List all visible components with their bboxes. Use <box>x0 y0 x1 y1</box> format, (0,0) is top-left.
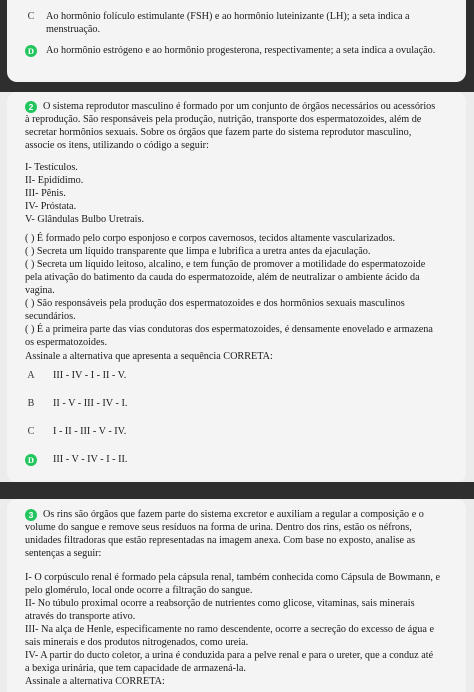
option-text: Ao hormônio estrógeno e ao hormônio progesterona, respectivamente; a seta indica a ovulação. <box>46 45 436 56</box>
option-text: menstruação. <box>46 24 101 35</box>
answer-text: I - II - III - V - IV. <box>53 426 127 437</box>
answer-d-correct[interactable] <box>25 453 127 466</box>
list-item: I- Testículos. <box>25 162 78 173</box>
organ-list <box>25 161 454 226</box>
question-2-intro: 2 O sistema reprodutor masculino é formado por um conjunto de órgãos necessários ou acessórios à reprodução. São responsáveis pela produção, nutrição, transporte dos espermatozoides, além de secretar hormônios sexuais. Sobre os órgãos que fazem parte do sistema reprodutor masculino, associe os itens, utilizando o código a seguir: <box>25 101 436 151</box>
question-2-card <box>7 92 466 482</box>
correct-answer-icon: D <box>25 454 37 466</box>
sentences-list: I- O corpúsculo renal é formado pela cápsula renal, também conhecida como Cápsula de Bowmann, e pelo glomérulo, local onde ocorre a filtração do sangue. II- No túbulo proximal ocorre a reabsorção de nutrientes como glicose, vitaminas, sais minerais através do transporte ativo. III- Na alça de Henle, especificamente no ramo descendente, ocorre a secreção do excesso de água e sais minerais e dos produtos nitrogenados, como ureia. IV- A partir do ducto coletor, a urina é conduzida para a pelve renal e para o ureter, que a conduz até a bexiga urinária, que tem capacidade de armazená-la. <box>25 572 440 674</box>
answer-letter: B <box>27 398 35 409</box>
option-letter: C <box>27 11 35 22</box>
answer-b[interactable] <box>25 397 127 410</box>
list-item: V- Glândulas Bulbo Uretrais. <box>25 214 145 225</box>
answer-text: II - V - III - IV - I. <box>53 398 128 409</box>
question-number-badge: 2 <box>25 101 37 113</box>
question-3-intro: 3 Os rins são órgãos que fazem parte do sistema excretor e auxiliam a regular a composição e o volume do sangue e remove seus resíduos na forma de urina. Dentro dos rins, estão os néfrons, unidades filtradoras que estão representadas na imagem anexa. Com base no exposto, analise as sentenças a seguir: <box>25 509 424 559</box>
answer-letter: A <box>27 370 35 381</box>
list-item: II- Epidídimo. <box>25 175 84 186</box>
question-3-prompt: Assinale a alternativa CORRETA: <box>25 676 165 687</box>
question-number-badge: 3 <box>25 509 37 521</box>
list-item: IV- Próstata. <box>25 201 77 212</box>
answer-a[interactable] <box>25 369 126 382</box>
question-3-card <box>7 499 466 692</box>
previous-question-card <box>7 0 466 82</box>
answer-text: III - IV - I - II - V. <box>53 370 127 381</box>
option-c[interactable] <box>25 10 454 36</box>
answer-c[interactable] <box>25 425 126 438</box>
list-item: III- Pênis. <box>25 188 66 199</box>
option-text: Ao hormônio folículo estimulante (FSH) e ao hormônio luteinizante (LH); a seta indica a <box>46 11 410 22</box>
correct-answer-icon: D <box>25 45 37 57</box>
page-frame-divider <box>0 482 474 499</box>
statements-list: ( ) É formado pelo corpo esponjoso e corpos cavernosos, tecidos altamente vascularizados. ( ) Secreta um líquido transparente que limpa e lubrifica a uretra antes da ejaculação. ( ) Secreta um líquido leitoso, alcalino, e tem função de promover a motilidade do espermatozoide pela ativação do batimento da cauda do espermatozoide, além de neutralizar o ambiente ácido da vagina. ( ) São responsáveis pela produção dos espermatozoides e dos hormônios sexuais masculinos secundários. ( ) É a primeira parte das vias condutoras dos espermatozoides, é densamente enovelado e armazena os espermatozoides. <box>25 233 433 348</box>
option-d-correct[interactable] <box>25 44 454 57</box>
answer-letter: C <box>27 426 35 437</box>
question-2-prompt: Assinale a alternativa que apresenta a sequência CORRETA: <box>25 351 273 362</box>
answer-text: III - V - IV - I - II. <box>53 454 128 465</box>
